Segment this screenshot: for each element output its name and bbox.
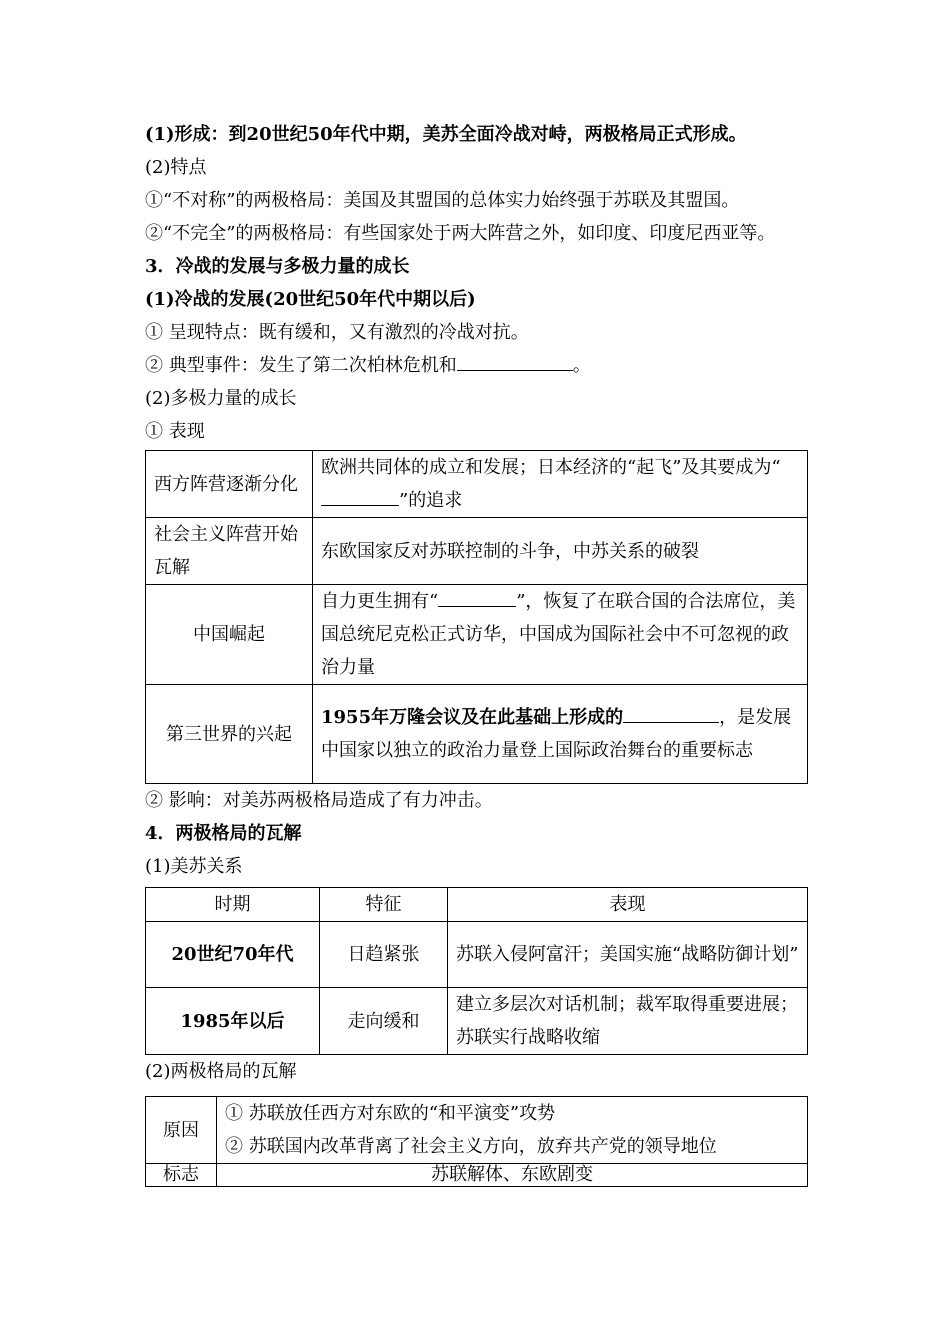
row-content [313,685,808,784]
header-manifest: 表现 [448,888,808,922]
period-cell: 20世纪70年代 [146,922,320,988]
table-row [146,685,808,784]
cold-war-event [145,349,807,382]
cause-label: 原因 [146,1097,217,1164]
table-row [146,1097,808,1164]
row-text: ”的追求 [399,490,463,511]
manifest-cell: 建立多层次对话机制；裁军取得重要进展；苏联实行战略收缩 [448,988,808,1055]
feature-cell: 走向缓和 [320,988,448,1055]
row-content [313,451,808,518]
table-header-row [146,888,808,922]
period-cell: 1985年以后 [146,988,320,1055]
sign-content: 苏联解体、东欧剧变 [217,1164,808,1187]
cause-1: ① 苏联放任西方对东欧的“和平演变”攻势 [225,1103,556,1124]
table-row [146,451,808,518]
manifest-table [145,450,808,784]
row-text: 1955年万隆会议及在此基础上形成的 [321,707,624,728]
multipolar-heading: (2)多极力量的成长 [145,388,297,409]
row-label: 中国崛起 [146,585,313,685]
relations-table [145,887,808,1055]
impact-line: ② 影响：对美苏两极格局造成了有力冲击。 [145,790,493,811]
header-period: 时期 [146,888,320,922]
row-label: 社会主义阵营开始瓦解 [146,518,313,585]
row-text: ，是发展中国家以独立的政治力量登上国际政治舞台的重要标志 [321,707,792,761]
manifest-heading: ① 表现 [145,421,205,442]
fill-blank-3[interactable] [438,588,516,607]
table-row [146,518,808,585]
table-row [146,922,808,988]
document-page [145,118,807,1187]
cause-2: ② 苏联国内改革背离了社会主义方向，放弃共产党的领导地位 [225,1136,717,1157]
features-heading: (2)特点 [145,157,207,178]
section-3-title: 3．冷战的发展与多极力量的成长 [145,256,410,277]
feature-cell: 日趋紧张 [320,922,448,988]
collapse-heading: (2)两极格局的瓦解 [145,1061,297,1082]
table-row [146,585,808,685]
cold-war-feature: ① 呈现特点：既有缓和，又有激烈的冷战对抗。 [145,322,529,343]
section-4-title: 4．两极格局的瓦解 [145,823,302,844]
sign-label: 标志 [146,1164,217,1187]
feature-1: ①“不对称”的两极格局：美国及其盟国的总体实力始终强于苏联及其盟国。 [145,190,740,211]
row-content: 东欧国家反对苏联控制的斗争，中苏关系的破裂 [313,518,808,585]
us-ussr-heading: (1)美苏关系 [145,856,243,877]
table-row [146,988,808,1055]
table-row [146,1164,808,1187]
collapse-table [145,1096,808,1187]
feature-2: ②“不完全”的两极格局：有些国家处于两大阵营之外，如印度、印度尼西亚等。 [145,223,776,244]
formation-line: (1)形成：到20世纪50年代中期，美苏全面冷战对峙，两极格局正式形成。 [145,124,747,145]
cold-war-event-suffix: 。 [572,355,591,376]
cause-content [217,1097,808,1164]
row-label: 第三世界的兴起 [146,685,313,784]
cold-war-event-prefix: ② 典型事件：发生了第二次柏林危机和 [145,355,457,376]
row-text: 自力更生拥有“ [321,591,439,612]
row-text: ”，恢复了在联合国的合法席位，美国总统尼克松正式访华，中国成为国际社会中不可忽视的政治力量 [321,591,796,678]
row-label: 西方阵营逐渐分化 [146,451,313,518]
manifest-cell: 苏联入侵阿富汗；美国实施“战略防御计划” [448,922,808,988]
fill-blank-4[interactable] [623,704,719,723]
header-feature: 特征 [320,888,448,922]
cold-war-dev-heading: (1)冷战的发展(20世纪50年代中期以后) [145,289,476,310]
fill-blank-2[interactable] [321,487,399,506]
row-text: 欧洲共同体的成立和发展；日本经济的“起飞”及其要成为“ [321,457,781,478]
fill-blank-1[interactable] [457,352,573,371]
row-content [313,585,808,685]
